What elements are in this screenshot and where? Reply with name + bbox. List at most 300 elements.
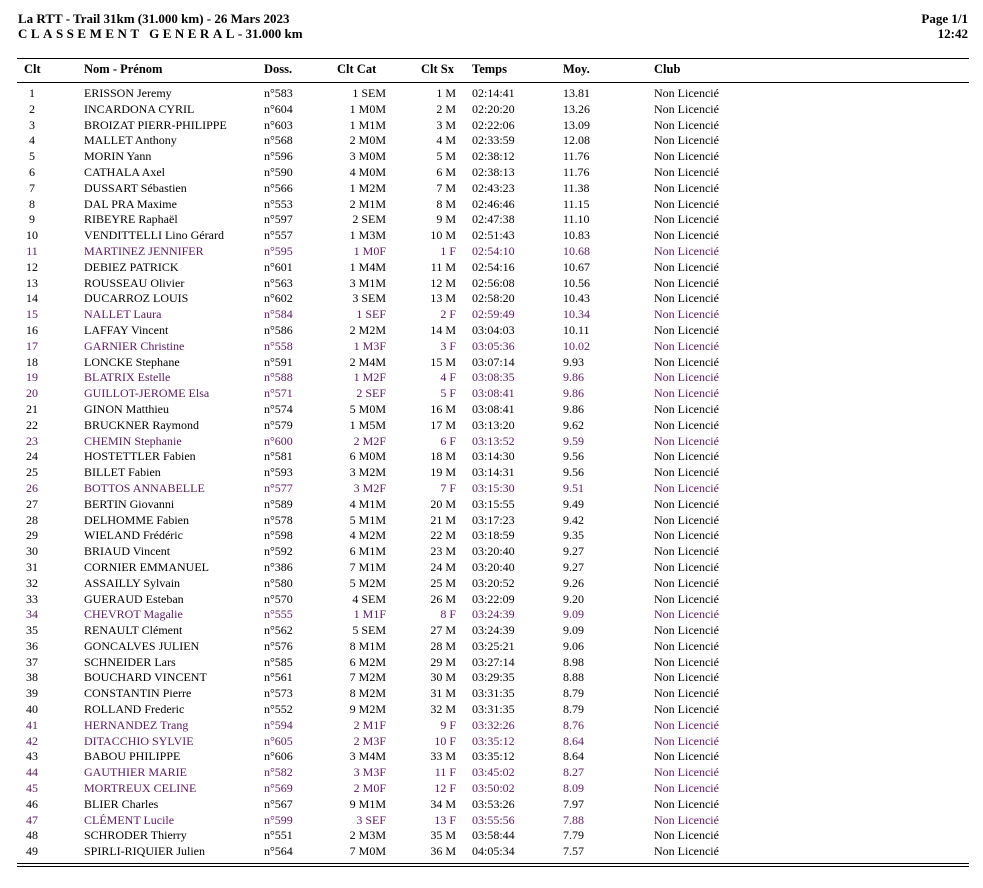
cell-cat: 4 M2M [349, 528, 386, 543]
cell-nom: GUILLOT-JEROME Elsa [84, 386, 210, 401]
cell-temps: 03:31:35 [472, 702, 515, 717]
cell-doss: n°594 [264, 717, 293, 732]
cell-sx: 16 M [430, 401, 456, 416]
cell-club: Non Licencié [654, 591, 719, 606]
cell-clt: 47 [26, 812, 38, 827]
table-row [0, 434, 983, 450]
cell-clt: 20 [26, 386, 38, 401]
cell-club: Non Licencié [654, 812, 719, 827]
cell-temps: 03:13:52 [472, 433, 515, 448]
cell-temps: 03:13:20 [472, 417, 515, 432]
cell-temps: 03:14:30 [472, 449, 515, 464]
cell-club: Non Licencié [654, 275, 719, 290]
cell-club: Non Licencié [654, 702, 719, 717]
cell-temps: 03:05:36 [472, 338, 515, 353]
cell-temps: 03:55:56 [472, 812, 515, 827]
cell-temps: 03:58:44 [472, 828, 515, 843]
cell-cat: 5 M0M [349, 401, 386, 416]
cell-clt: 14 [26, 291, 38, 306]
cell-sx: 36 M [430, 844, 456, 859]
cell-moy: 11.76 [563, 164, 590, 179]
cell-club: Non Licencié [654, 338, 719, 353]
cell-club: Non Licencié [654, 670, 719, 685]
document-subtitle [18, 26, 303, 42]
cell-cat: 3 M1M [349, 275, 386, 290]
cell-moy: 9.42 [563, 512, 584, 527]
cell-club: Non Licencié [654, 291, 719, 306]
cell-nom: NALLET Laura [84, 307, 162, 322]
cell-clt: 28 [26, 512, 38, 527]
cell-sx: 30 M [430, 670, 456, 685]
cell-temps: 02:46:46 [472, 196, 515, 211]
cell-doss: n°601 [264, 259, 293, 274]
cell-clt: 39 [26, 686, 38, 701]
cell-temps: 03:24:39 [472, 607, 515, 622]
cell-moy: 11.10 [563, 212, 590, 227]
table-row [0, 386, 983, 402]
cell-doss: n°586 [264, 322, 293, 337]
cell-moy: 9.27 [563, 544, 584, 559]
cell-cat: 1 M0F [353, 243, 386, 258]
cell-sx: 14 M [430, 322, 456, 337]
table-row [0, 291, 983, 307]
cell-doss: n°589 [264, 496, 293, 511]
cell-clt: 36 [26, 638, 38, 653]
table-row [0, 181, 983, 197]
cell-nom: BRUCKNER Raymond [84, 417, 200, 432]
cell-doss: n°553 [264, 196, 293, 211]
cell-moy: 9.56 [563, 449, 584, 464]
cell-club: Non Licencié [654, 796, 719, 811]
cell-doss: n°574 [264, 401, 293, 416]
cell-sx: 12 M [430, 275, 456, 290]
cell-clt: 4 [29, 133, 35, 148]
cell-temps: 02:14:41 [472, 86, 515, 100]
footer-rule-1 [17, 863, 969, 864]
cell-nom: LAFFAY Vincent [84, 322, 169, 337]
cell-nom: CONSTANTIN Pierre [84, 686, 192, 701]
cell-club: Non Licencié [654, 449, 719, 464]
cell-clt: 30 [26, 544, 38, 559]
cell-sx: 17 M [430, 417, 456, 432]
cell-club: Non Licencié [654, 623, 719, 638]
cell-nom: ROLLAND Frederic [84, 702, 185, 717]
cell-club: Non Licencié [654, 196, 719, 211]
cell-temps: 03:27:14 [472, 654, 515, 669]
cell-clt: 43 [26, 749, 38, 764]
cell-sx: 22 M [430, 528, 456, 543]
cell-club: Non Licencié [654, 844, 719, 859]
cell-moy: 13.09 [563, 117, 590, 132]
cell-club: Non Licencié [654, 465, 719, 480]
cell-club: Non Licencié [654, 765, 719, 780]
cell-sx: 3 M [436, 117, 456, 132]
cell-sx: 23 M [430, 544, 456, 559]
cell-nom: BRIAUD Vincent [84, 544, 171, 559]
cell-clt: 31 [26, 559, 38, 574]
cell-doss: n°568 [264, 133, 293, 148]
cell-moy: 9.26 [563, 575, 584, 590]
cell-club: Non Licencié [654, 559, 719, 574]
cell-clt: 22 [26, 417, 38, 432]
cell-moy: 10.02 [563, 338, 590, 353]
cell-temps: 02:20:20 [472, 101, 515, 116]
table-row [0, 749, 983, 765]
cell-nom: CHEMIN Stephanie [84, 433, 182, 448]
cell-sx: 34 M [430, 796, 456, 811]
cell-club: Non Licencié [654, 654, 719, 669]
cell-nom: GONCALVES JULIEN [84, 638, 200, 653]
cell-clt: 35 [26, 623, 38, 638]
table-row [0, 765, 983, 781]
cell-nom: ROUSSEAU Olivier [84, 275, 185, 290]
cell-temps: 02:43:23 [472, 180, 515, 195]
table-row [0, 718, 983, 734]
cell-clt: 24 [26, 449, 38, 464]
cell-nom: BLIER Charles [84, 796, 159, 811]
cell-moy: 9.62 [563, 417, 584, 432]
cell-clt: 23 [26, 433, 38, 448]
cell-clt: 1 [29, 86, 35, 100]
cell-club: Non Licencié [654, 212, 719, 227]
cell-doss: n°563 [264, 275, 293, 290]
cell-sx: 5 F [440, 386, 456, 401]
cell-temps: 03:50:02 [472, 781, 515, 796]
cell-club: Non Licencié [654, 433, 719, 448]
cell-moy: 10.11 [563, 322, 590, 337]
cell-sx: 9 M [436, 212, 456, 227]
cell-temps: 03:32:26 [472, 717, 515, 732]
col-header-club: Club [654, 62, 681, 76]
cell-clt: 27 [26, 496, 38, 511]
cell-moy: 13.81 [563, 86, 590, 100]
cell-club: Non Licencié [654, 512, 719, 527]
cell-clt: 25 [26, 465, 38, 480]
cell-doss: n°590 [264, 164, 293, 179]
cell-temps: 03:24:39 [472, 623, 515, 638]
table-row [0, 781, 983, 797]
cell-sx: 7 M [436, 180, 456, 195]
print-time: 12:42 [937, 26, 968, 41]
cell-sx: 12 F [434, 781, 456, 796]
table-row [0, 702, 983, 718]
cell-cat: 4 SEM [352, 591, 386, 606]
cell-cat: 2 M1M [349, 196, 386, 211]
cell-doss: n°585 [264, 654, 293, 669]
cell-sx: 24 M [430, 559, 456, 574]
table-row [0, 686, 983, 702]
cell-doss: n°579 [264, 417, 293, 432]
cell-doss: n°571 [264, 386, 293, 401]
cell-moy: 9.49 [563, 496, 584, 511]
cell-moy: 13.26 [563, 101, 590, 116]
cell-nom: RIBEYRE Raphaël [84, 212, 178, 227]
cell-clt: 3 [29, 117, 35, 132]
cell-sx: 1 F [440, 243, 456, 258]
cell-doss: n°603 [264, 117, 293, 132]
cell-sx: 3 F [440, 338, 456, 353]
cell-doss: n°573 [264, 686, 293, 701]
cell-cat: 2 M0M [349, 133, 386, 148]
cell-nom: MARTINEZ JENNIFER [84, 243, 204, 258]
cell-cat: 2 M3F [353, 733, 386, 748]
cell-moy: 8.98 [563, 654, 584, 669]
cell-sx: 26 M [430, 591, 456, 606]
cell-sx: 25 M [430, 575, 456, 590]
cell-cat: 1 M2M [349, 180, 386, 195]
table-row [0, 276, 983, 292]
cell-doss: n°580 [264, 575, 293, 590]
cell-sx: 5 M [436, 149, 456, 164]
cell-nom: DITACCHIO SYLVIE [84, 733, 194, 748]
table-row [0, 797, 983, 813]
cell-club: Non Licencié [654, 354, 719, 369]
cell-club: Non Licencié [654, 749, 719, 764]
cell-clt: 13 [26, 275, 38, 290]
cell-moy: 8.79 [563, 686, 584, 701]
cell-club: Non Licencié [654, 386, 719, 401]
cell-doss: n°576 [264, 638, 293, 653]
cell-cat: 4 M0M [349, 164, 386, 179]
cell-temps: 04:05:34 [472, 844, 515, 859]
cell-doss: n°605 [264, 733, 293, 748]
cell-doss: n°577 [264, 480, 293, 495]
cell-nom: BERTIN Giovanni [84, 496, 175, 511]
cell-moy: 9.06 [563, 638, 584, 653]
cell-doss: n°386 [264, 559, 293, 574]
cell-doss: n°582 [264, 765, 293, 780]
cell-moy: 10.43 [563, 291, 590, 306]
cell-club: Non Licencié [654, 133, 719, 148]
cell-doss: n°596 [264, 149, 293, 164]
cell-club: Non Licencié [654, 733, 719, 748]
cell-doss: n°583 [264, 86, 293, 100]
cell-temps: 03:20:52 [472, 575, 515, 590]
cell-club: Non Licencié [654, 322, 719, 337]
table-row [0, 402, 983, 418]
cell-sx: 28 M [430, 638, 456, 653]
cell-cat: 1 M3M [349, 228, 386, 243]
table-row [0, 228, 983, 244]
cell-clt: 49 [26, 844, 38, 859]
cell-temps: 02:56:08 [472, 275, 515, 290]
table-row [0, 560, 983, 576]
cell-nom: VENDITTELLI Lino Gérard [84, 228, 224, 243]
cell-temps: 03:31:35 [472, 686, 515, 701]
cell-temps: 02:59:49 [472, 307, 515, 322]
cell-nom: DELHOMME Fabien [84, 512, 189, 527]
cell-club: Non Licencié [654, 686, 719, 701]
cell-cat: 7 M1M [349, 559, 386, 574]
cell-cat: 7 M2M [349, 670, 386, 685]
cell-temps: 03:20:40 [472, 559, 515, 574]
cell-temps: 03:08:35 [472, 370, 515, 385]
document-title: La RTT - Trail 31km (31.000 km) - 26 Mars 2023 [18, 11, 290, 26]
cell-sx: 20 M [430, 496, 456, 511]
subtitle-classement: CLASSEMENT GENERAL [18, 26, 238, 41]
cell-doss: n°569 [264, 781, 293, 796]
cell-moy: 9.86 [563, 370, 584, 385]
cell-doss: n°606 [264, 749, 293, 764]
cell-doss: n°578 [264, 512, 293, 527]
cell-club: Non Licencié [654, 86, 719, 100]
cell-sx: 11 F [434, 765, 456, 780]
cell-moy: 9.20 [563, 591, 584, 606]
cell-clt: 8 [29, 196, 35, 211]
cell-temps: 03:25:21 [472, 638, 515, 653]
cell-sx: 2 M [436, 101, 456, 116]
cell-clt: 15 [26, 307, 38, 322]
cell-doss: n°604 [264, 101, 293, 116]
cell-clt: 5 [29, 149, 35, 164]
cell-cat: 3 SEF [356, 812, 386, 827]
table-row [0, 355, 983, 371]
cell-clt: 44 [26, 765, 38, 780]
cell-moy: 7.88 [563, 812, 584, 827]
cell-nom: BILLET Fabien [84, 465, 161, 480]
table-row [0, 639, 983, 655]
cell-doss: n°564 [264, 844, 293, 859]
cell-cat: 5 SEM [352, 623, 386, 638]
cell-sx: 27 M [430, 623, 456, 638]
cell-nom: RENAULT Clément [84, 623, 183, 638]
cell-temps: 03:15:55 [472, 496, 515, 511]
cell-cat: 2 SEF [356, 386, 386, 401]
cell-club: Non Licencié [654, 149, 719, 164]
table-row [0, 449, 983, 465]
cell-sx: 18 M [430, 449, 456, 464]
cell-clt: 45 [26, 781, 38, 796]
cell-clt: 26 [26, 480, 38, 495]
cell-nom: BOTTOS ANNABELLE [84, 480, 205, 495]
cell-club: Non Licencié [654, 228, 719, 243]
cell-nom: CATHALA Axel [84, 164, 165, 179]
table-row [0, 102, 983, 118]
cell-cat: 5 M1M [349, 512, 386, 527]
cell-cat: 1 M1F [353, 607, 386, 622]
cell-moy: 9.86 [563, 401, 584, 416]
cell-sx: 6 M [436, 164, 456, 179]
cell-club: Non Licencié [654, 370, 719, 385]
cell-moy: 8.64 [563, 733, 584, 748]
table-row [0, 623, 983, 639]
cell-nom: MALLET Anthony [84, 133, 177, 148]
cell-moy: 11.76 [563, 149, 590, 164]
cell-sx: 29 M [430, 654, 456, 669]
cell-nom: DUSSART Sébastien [84, 180, 187, 195]
cell-sx: 10 F [434, 733, 456, 748]
subtitle-distance: - 31.000 km [237, 26, 303, 41]
cell-cat: 1 M0M [349, 101, 386, 116]
cell-nom: HERNANDEZ Trang [84, 717, 189, 732]
table-row [0, 513, 983, 529]
cell-clt: 46 [26, 796, 38, 811]
cell-clt: 19 [26, 370, 38, 385]
cell-clt: 34 [26, 607, 38, 622]
table-row [0, 465, 983, 481]
cell-sx: 33 M [430, 749, 456, 764]
cell-nom: CLÉMENT Lucile [84, 812, 175, 827]
cell-clt: 33 [26, 591, 38, 606]
table-row [0, 607, 983, 623]
table-row [0, 197, 983, 213]
cell-cat: 3 M4M [349, 749, 386, 764]
table-row [0, 497, 983, 513]
cell-doss: n°602 [264, 291, 293, 306]
cell-nom: MORIN Yann [84, 149, 152, 164]
cell-temps: 03:35:12 [472, 749, 515, 764]
cell-doss: n°597 [264, 212, 293, 227]
cell-temps: 03:35:12 [472, 733, 515, 748]
cell-club: Non Licencié [654, 180, 719, 195]
cell-cat: 6 M0M [349, 449, 386, 464]
cell-doss: n°567 [264, 796, 293, 811]
table-row [0, 481, 983, 497]
cell-moy: 9.09 [563, 607, 584, 622]
cell-temps: 03:20:40 [472, 544, 515, 559]
cell-nom: SCHRODER Thierry [84, 828, 187, 843]
cell-moy: 10.68 [563, 243, 590, 258]
cell-cat: 3 SEM [352, 291, 386, 306]
cell-moy: 10.56 [563, 275, 590, 290]
table-row [0, 576, 983, 592]
cell-doss: n°561 [264, 670, 293, 685]
cell-sx: 13 F [434, 812, 456, 827]
header-bottom-rule [17, 82, 969, 83]
cell-nom: SPIRLI-RIQUIER Julien [84, 844, 205, 859]
cell-moy: 7.97 [563, 796, 584, 811]
table-row [0, 323, 983, 339]
cell-doss: n°599 [264, 812, 293, 827]
col-header-sx: Clt Sx [421, 62, 454, 76]
cell-sx: 9 F [440, 717, 456, 732]
cell-cat: 2 M3M [349, 828, 386, 843]
cell-moy: 10.67 [563, 259, 590, 274]
cell-club: Non Licencié [654, 480, 719, 495]
cell-cat: 7 M0M [349, 844, 386, 859]
cell-doss: n°581 [264, 449, 293, 464]
cell-club: Non Licencié [654, 717, 719, 732]
cell-doss: n°598 [264, 528, 293, 543]
cell-temps: 02:38:13 [472, 164, 515, 179]
col-header-clt: Clt [24, 62, 41, 76]
page-number: Page 1/1 [921, 11, 968, 26]
col-header-nom: Nom - Prénom [84, 62, 163, 76]
cell-club: Non Licencié [654, 117, 719, 132]
cell-cat: 2 M2F [353, 433, 386, 448]
cell-temps: 02:58:20 [472, 291, 515, 306]
cell-temps: 03:08:41 [472, 401, 515, 416]
cell-moy: 9.27 [563, 559, 584, 574]
results-table [0, 86, 983, 860]
table-row [0, 734, 983, 750]
cell-doss: n°593 [264, 465, 293, 480]
cell-clt: 11 [26, 243, 38, 258]
cell-cat: 2 M0F [353, 781, 386, 796]
cell-cat: 5 M2M [349, 575, 386, 590]
cell-clt: 21 [26, 401, 38, 416]
cell-sx: 4 F [440, 370, 456, 385]
cell-cat: 1 M2F [353, 370, 386, 385]
cell-cat: 4 M1M [349, 496, 386, 511]
cell-sx: 31 M [430, 686, 456, 701]
cell-nom: ERISSON Jeremy [84, 86, 172, 100]
cell-nom: CHEVROT Magalie [84, 607, 183, 622]
cell-cat: 1 SEM [352, 86, 386, 100]
cell-moy: 12.08 [563, 133, 590, 148]
cell-moy: 8.27 [563, 765, 584, 780]
cell-doss: n°595 [264, 243, 293, 258]
